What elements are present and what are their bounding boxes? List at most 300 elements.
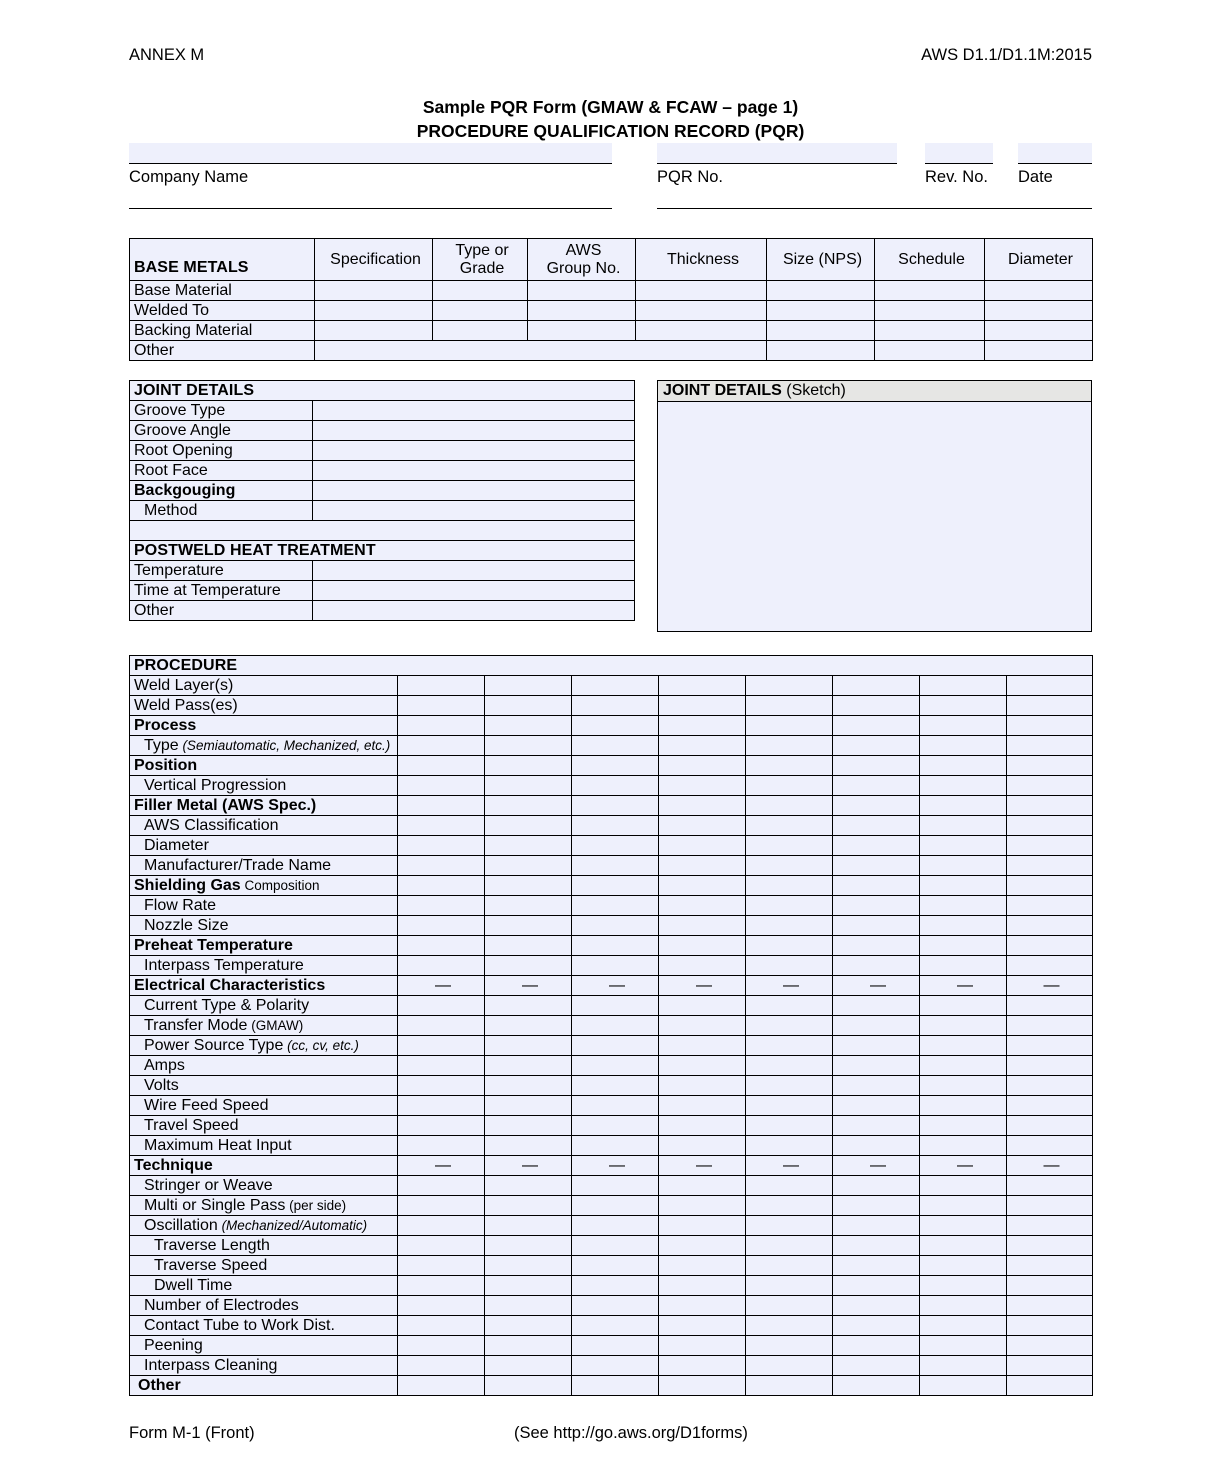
- cell-input[interactable]: [746, 956, 833, 976]
- cell-input[interactable]: [920, 696, 1007, 716]
- cell-input[interactable]: [833, 1096, 920, 1116]
- cell-input[interactable]: [659, 936, 746, 956]
- cell-input-groove-angle[interactable]: [313, 421, 635, 441]
- cell-input[interactable]: [920, 1336, 1007, 1356]
- cell-input[interactable]: [1007, 1036, 1093, 1056]
- cell-input[interactable]: [659, 1116, 746, 1136]
- cell-input[interactable]: [659, 1356, 746, 1376]
- cell-input[interactable]: [485, 756, 572, 776]
- cell-input[interactable]: [398, 836, 485, 856]
- cell-input[interactable]: [746, 896, 833, 916]
- cell-input[interactable]: [398, 1296, 485, 1316]
- cell-input[interactable]: [920, 1136, 1007, 1156]
- cell-input[interactable]: [485, 776, 572, 796]
- cell-input[interactable]: [833, 1016, 920, 1036]
- cell-input-root-face[interactable]: [313, 461, 635, 481]
- cell-input[interactable]: [433, 281, 528, 301]
- cell-input[interactable]: [833, 876, 920, 896]
- cell-input[interactable]: [528, 321, 636, 341]
- cell-input[interactable]: [1007, 816, 1093, 836]
- cell-input[interactable]: [398, 816, 485, 836]
- cell-input[interactable]: [746, 1356, 833, 1376]
- cell-input[interactable]: [398, 1236, 485, 1256]
- cell-input[interactable]: [659, 1376, 746, 1396]
- cell-input[interactable]: [485, 1176, 572, 1196]
- cell-input[interactable]: [746, 856, 833, 876]
- cell-input[interactable]: [485, 916, 572, 936]
- cell-input[interactable]: [1007, 1296, 1093, 1316]
- cell-input[interactable]: [572, 816, 659, 836]
- cell-input[interactable]: [572, 1356, 659, 1376]
- cell-input[interactable]: [659, 1196, 746, 1216]
- cell-input[interactable]: [572, 736, 659, 756]
- cell-input[interactable]: [659, 856, 746, 876]
- cell-input[interactable]: [659, 1276, 746, 1296]
- cell-input[interactable]: [746, 1016, 833, 1036]
- cell-input[interactable]: [746, 936, 833, 956]
- cell-input[interactable]: [398, 676, 485, 696]
- cell-input[interactable]: [767, 301, 875, 321]
- cell-input[interactable]: [398, 1176, 485, 1196]
- cell-input[interactable]: [920, 1316, 1007, 1336]
- cell-input[interactable]: [746, 1316, 833, 1336]
- cell-input[interactable]: [920, 1176, 1007, 1196]
- cell-input[interactable]: [315, 321, 433, 341]
- cell-input[interactable]: [746, 1176, 833, 1196]
- cell-input[interactable]: [659, 836, 746, 856]
- cell-input[interactable]: [528, 301, 636, 321]
- cell-input[interactable]: [746, 836, 833, 856]
- date-input[interactable]: [1018, 143, 1092, 164]
- cell-input[interactable]: [1007, 896, 1093, 916]
- cell-input[interactable]: [833, 1196, 920, 1216]
- cell-input[interactable]: [1007, 916, 1093, 936]
- cell-input-root-opening[interactable]: [313, 441, 635, 461]
- cell-input[interactable]: [398, 996, 485, 1016]
- cell-input[interactable]: [315, 281, 433, 301]
- cell-input[interactable]: [572, 696, 659, 716]
- cell-input[interactable]: [485, 736, 572, 756]
- cell-input[interactable]: [572, 856, 659, 876]
- cell-input[interactable]: [659, 896, 746, 916]
- cell-input[interactable]: [659, 716, 746, 736]
- cell-input[interactable]: [833, 996, 920, 1016]
- cell-input[interactable]: [398, 936, 485, 956]
- cell-input[interactable]: [1007, 1376, 1093, 1396]
- cell-input[interactable]: [485, 1236, 572, 1256]
- cell-input[interactable]: [920, 1016, 1007, 1036]
- cell-input[interactable]: [746, 1276, 833, 1296]
- cell-input[interactable]: [572, 1056, 659, 1076]
- cell-input[interactable]: [398, 956, 485, 976]
- cell-input[interactable]: [1007, 1096, 1093, 1116]
- cell-input[interactable]: [572, 756, 659, 776]
- cell-input[interactable]: [572, 716, 659, 736]
- cell-input[interactable]: [833, 836, 920, 856]
- cell-input[interactable]: [920, 796, 1007, 816]
- cell-input[interactable]: [485, 1136, 572, 1156]
- cell-input[interactable]: [636, 281, 767, 301]
- company-name-field[interactable]: [129, 143, 612, 187]
- cell-input[interactable]: [433, 321, 528, 341]
- cell-input[interactable]: [528, 281, 636, 301]
- cell-input[interactable]: [1007, 936, 1093, 956]
- cell-input[interactable]: [920, 1216, 1007, 1236]
- cell-input[interactable]: [485, 796, 572, 816]
- cell-input[interactable]: [659, 736, 746, 756]
- cell-input[interactable]: [398, 1056, 485, 1076]
- cell-input[interactable]: [920, 1276, 1007, 1296]
- cell-input[interactable]: [833, 936, 920, 956]
- cell-input[interactable]: [920, 836, 1007, 856]
- cell-input[interactable]: [659, 796, 746, 816]
- cell-input[interactable]: [398, 916, 485, 936]
- cell-input[interactable]: [485, 876, 572, 896]
- cell-input[interactable]: [1007, 736, 1093, 756]
- cell-input[interactable]: [572, 1196, 659, 1216]
- cell-input[interactable]: [572, 1096, 659, 1116]
- pqr-no-field[interactable]: [657, 143, 897, 187]
- cell-input-time-at-temperature[interactable]: [313, 581, 635, 601]
- cell-input[interactable]: [398, 1216, 485, 1236]
- cell-input[interactable]: [1007, 1316, 1093, 1336]
- cell-input[interactable]: [746, 816, 833, 836]
- cell-input[interactable]: [875, 301, 985, 321]
- cell-input[interactable]: [659, 816, 746, 836]
- cell-input[interactable]: [1007, 1076, 1093, 1096]
- cell-input[interactable]: [833, 776, 920, 796]
- cell-input[interactable]: [833, 1356, 920, 1376]
- cell-input[interactable]: [1007, 1216, 1093, 1236]
- cell-input[interactable]: [485, 1056, 572, 1076]
- rev-no-field[interactable]: [925, 143, 993, 187]
- date-field[interactable]: [1018, 143, 1092, 187]
- cell-input[interactable]: [398, 796, 485, 816]
- cell-input[interactable]: [659, 876, 746, 896]
- cell-input[interactable]: [572, 1216, 659, 1236]
- cell-input[interactable]: [485, 1216, 572, 1236]
- cell-input[interactable]: [746, 776, 833, 796]
- cell-input[interactable]: [833, 696, 920, 716]
- cell-input[interactable]: [1007, 1336, 1093, 1356]
- cell-input[interactable]: [659, 1136, 746, 1156]
- cell-input[interactable]: [920, 876, 1007, 896]
- cell-input[interactable]: [485, 1296, 572, 1316]
- cell-input[interactable]: [398, 736, 485, 756]
- cell-input[interactable]: [920, 1076, 1007, 1096]
- cell-input[interactable]: [746, 1336, 833, 1356]
- cell-input[interactable]: [398, 696, 485, 716]
- cell-input[interactable]: [485, 1196, 572, 1216]
- cell-input[interactable]: [398, 1096, 485, 1116]
- cell-input[interactable]: [572, 796, 659, 816]
- cell-input[interactable]: [485, 1116, 572, 1136]
- cell-input[interactable]: [1007, 1276, 1093, 1296]
- cell-input[interactable]: [1007, 856, 1093, 876]
- cell-input[interactable]: [485, 936, 572, 956]
- cell-input[interactable]: [746, 676, 833, 696]
- cell-input[interactable]: [485, 996, 572, 1016]
- cell-input[interactable]: [746, 1256, 833, 1276]
- cell-input[interactable]: [920, 896, 1007, 916]
- cell-input[interactable]: [746, 1076, 833, 1096]
- cell-input[interactable]: [398, 1036, 485, 1056]
- cell-input[interactable]: [572, 1336, 659, 1356]
- cell-input[interactable]: [920, 916, 1007, 936]
- cell-input[interactable]: [746, 1196, 833, 1216]
- cell-input[interactable]: [920, 1036, 1007, 1056]
- cell-input[interactable]: [659, 1096, 746, 1116]
- cell-input-temperature[interactable]: [313, 561, 635, 581]
- cell-input[interactable]: [833, 1176, 920, 1196]
- cell-input[interactable]: [746, 696, 833, 716]
- cell-input[interactable]: [659, 1056, 746, 1076]
- cell-input[interactable]: [920, 1096, 1007, 1116]
- cell-input[interactable]: [398, 1316, 485, 1336]
- cell-input[interactable]: [572, 936, 659, 956]
- cell-input[interactable]: [572, 1076, 659, 1096]
- cell-input[interactable]: [659, 1336, 746, 1356]
- cell-input[interactable]: [485, 1276, 572, 1296]
- cell-input[interactable]: [833, 856, 920, 876]
- cell-input[interactable]: [659, 1036, 746, 1056]
- cell-input[interactable]: [833, 676, 920, 696]
- cell-input[interactable]: [659, 1316, 746, 1336]
- cell-input[interactable]: [572, 1276, 659, 1296]
- cell-input[interactable]: [833, 736, 920, 756]
- cell-input[interactable]: [920, 1256, 1007, 1276]
- cell-input[interactable]: [433, 301, 528, 321]
- cell-input[interactable]: [485, 1076, 572, 1096]
- cell-input[interactable]: [920, 956, 1007, 976]
- cell-input[interactable]: [398, 1076, 485, 1096]
- cell-input[interactable]: [920, 676, 1007, 696]
- cell-input-other[interactable]: [315, 341, 767, 361]
- cell-input[interactable]: [485, 1016, 572, 1036]
- pqr-no-input[interactable]: [657, 143, 897, 164]
- cell-input[interactable]: [1007, 836, 1093, 856]
- cell-input[interactable]: [746, 1296, 833, 1316]
- cell-input[interactable]: [659, 1236, 746, 1256]
- cell-input[interactable]: [1007, 676, 1093, 696]
- cell-input[interactable]: [485, 1036, 572, 1056]
- cell-input[interactable]: [398, 1356, 485, 1376]
- cell-input[interactable]: [746, 876, 833, 896]
- cell-input[interactable]: [398, 1256, 485, 1276]
- cell-input[interactable]: [398, 756, 485, 776]
- cell-input[interactable]: [572, 1136, 659, 1156]
- cell-input[interactable]: [833, 1116, 920, 1136]
- cell-input[interactable]: [398, 716, 485, 736]
- cell-input[interactable]: [485, 1356, 572, 1376]
- rev-no-input[interactable]: [925, 143, 993, 164]
- cell-input[interactable]: [746, 716, 833, 736]
- cell-input[interactable]: [398, 876, 485, 896]
- cell-input[interactable]: [746, 756, 833, 776]
- cell-input[interactable]: [485, 856, 572, 876]
- cell-input[interactable]: [1007, 1176, 1093, 1196]
- cell-input[interactable]: [659, 996, 746, 1016]
- cell-input[interactable]: [572, 1036, 659, 1056]
- cell-input[interactable]: [1007, 1136, 1093, 1156]
- cell-input[interactable]: [1007, 716, 1093, 736]
- cell-input[interactable]: [485, 716, 572, 736]
- cell-input[interactable]: [659, 1176, 746, 1196]
- cell-input[interactable]: [746, 736, 833, 756]
- cell-input[interactable]: [572, 1176, 659, 1196]
- cell-input[interactable]: [920, 816, 1007, 836]
- cell-input[interactable]: [1007, 696, 1093, 716]
- cell-input[interactable]: [398, 1196, 485, 1216]
- cell-input[interactable]: [398, 1136, 485, 1156]
- cell-input[interactable]: [833, 1036, 920, 1056]
- cell-input-postweld-other[interactable]: [313, 601, 635, 621]
- cell-input[interactable]: [746, 1376, 833, 1396]
- cell-input[interactable]: [659, 1256, 746, 1276]
- cell-input[interactable]: [398, 1276, 485, 1296]
- cell-input[interactable]: [1007, 996, 1093, 1016]
- cell-input[interactable]: [485, 896, 572, 916]
- cell-input[interactable]: [746, 1096, 833, 1116]
- cell-input[interactable]: [920, 1376, 1007, 1396]
- cell-input[interactable]: [398, 1016, 485, 1036]
- cell-input[interactable]: [485, 816, 572, 836]
- cell-input[interactable]: [920, 936, 1007, 956]
- cell-input[interactable]: [746, 996, 833, 1016]
- cell-input[interactable]: [985, 301, 1093, 321]
- cell-input[interactable]: [659, 696, 746, 716]
- cell-input[interactable]: [485, 1376, 572, 1396]
- cell-input-groove-type[interactable]: [313, 401, 635, 421]
- cell-input[interactable]: [659, 916, 746, 936]
- cell-input-backgouging[interactable]: [313, 481, 635, 501]
- cell-input[interactable]: [1007, 876, 1093, 896]
- cell-input[interactable]: [572, 1236, 659, 1256]
- cell-input[interactable]: [485, 1336, 572, 1356]
- cell-input[interactable]: [1007, 776, 1093, 796]
- cell-input[interactable]: [1007, 1256, 1093, 1276]
- cell-input[interactable]: [833, 1216, 920, 1236]
- cell-input[interactable]: [746, 1056, 833, 1076]
- cell-input[interactable]: [1007, 956, 1093, 976]
- cell-input[interactable]: [572, 676, 659, 696]
- cell-input[interactable]: [920, 756, 1007, 776]
- cell-input[interactable]: [985, 281, 1093, 301]
- cell-input[interactable]: [746, 1136, 833, 1156]
- cell-input[interactable]: [746, 1236, 833, 1256]
- cell-input[interactable]: [485, 1316, 572, 1336]
- cell-input[interactable]: [833, 1296, 920, 1316]
- cell-input[interactable]: [398, 896, 485, 916]
- cell-input[interactable]: [746, 796, 833, 816]
- cell-input[interactable]: [1007, 1196, 1093, 1216]
- cell-input[interactable]: [1007, 1016, 1093, 1036]
- cell-input[interactable]: [833, 1056, 920, 1076]
- cell-input[interactable]: [572, 1376, 659, 1396]
- cell-input[interactable]: [833, 716, 920, 736]
- cell-input[interactable]: [572, 956, 659, 976]
- cell-input[interactable]: [659, 756, 746, 776]
- cell-input[interactable]: [572, 776, 659, 796]
- cell-input[interactable]: [659, 676, 746, 696]
- cell-input[interactable]: [398, 856, 485, 876]
- cell-input[interactable]: [746, 1036, 833, 1056]
- cell-input[interactable]: [636, 321, 767, 341]
- cell-input[interactable]: [920, 856, 1007, 876]
- cell-input[interactable]: [636, 301, 767, 321]
- cell-input[interactable]: [1007, 1116, 1093, 1136]
- cell-input[interactable]: [659, 776, 746, 796]
- cell-input[interactable]: [920, 996, 1007, 1016]
- cell-input[interactable]: [572, 1316, 659, 1336]
- cell-input[interactable]: [659, 1216, 746, 1236]
- cell-input[interactable]: [920, 716, 1007, 736]
- cell-input[interactable]: [833, 1136, 920, 1156]
- cell-input[interactable]: [572, 1256, 659, 1276]
- cell-input[interactable]: [1007, 1356, 1093, 1376]
- cell-input[interactable]: [746, 1116, 833, 1136]
- cell-input[interactable]: [659, 956, 746, 976]
- cell-input[interactable]: [659, 1016, 746, 1036]
- cell-input[interactable]: [572, 1296, 659, 1316]
- cell-input[interactable]: [485, 1096, 572, 1116]
- cell-input[interactable]: [833, 796, 920, 816]
- cell-input[interactable]: [572, 896, 659, 916]
- cell-input-method[interactable]: [313, 501, 635, 521]
- cell-input[interactable]: [485, 836, 572, 856]
- cell-input[interactable]: [572, 876, 659, 896]
- cell-input[interactable]: [659, 1076, 746, 1096]
- cell-input[interactable]: [875, 281, 985, 301]
- cell-input[interactable]: [833, 1256, 920, 1276]
- cell-input[interactable]: [920, 1236, 1007, 1256]
- cell-input[interactable]: [920, 1116, 1007, 1136]
- cell-input[interactable]: [398, 776, 485, 796]
- cell-input[interactable]: [485, 696, 572, 716]
- cell-input[interactable]: [659, 1296, 746, 1316]
- cell-input[interactable]: [833, 896, 920, 916]
- cell-input[interactable]: [833, 1276, 920, 1296]
- cell-input[interactable]: [485, 1256, 572, 1276]
- cell-input[interactable]: [398, 1376, 485, 1396]
- cell-input[interactable]: [920, 776, 1007, 796]
- cell-input[interactable]: [920, 1056, 1007, 1076]
- cell-input[interactable]: [833, 1316, 920, 1336]
- cell-input[interactable]: [746, 1216, 833, 1236]
- cell-input[interactable]: [833, 1236, 920, 1256]
- cell-input[interactable]: [920, 1196, 1007, 1216]
- cell-input[interactable]: [485, 956, 572, 976]
- cell-input[interactable]: [920, 1356, 1007, 1376]
- cell-input[interactable]: [833, 956, 920, 976]
- cell-input[interactable]: [833, 1336, 920, 1356]
- cell-input[interactable]: [315, 301, 433, 321]
- cell-input[interactable]: [485, 676, 572, 696]
- cell-input[interactable]: [833, 916, 920, 936]
- cell-input[interactable]: [833, 1376, 920, 1396]
- cell-input[interactable]: [572, 1016, 659, 1036]
- cell-input[interactable]: [1007, 1056, 1093, 1076]
- cell-input[interactable]: [920, 1296, 1007, 1316]
- cell-input[interactable]: [833, 816, 920, 836]
- cell-input[interactable]: [572, 916, 659, 936]
- cell-input[interactable]: [833, 1076, 920, 1096]
- cell-input[interactable]: [572, 836, 659, 856]
- cell-input[interactable]: [833, 756, 920, 776]
- company-name-input[interactable]: [129, 143, 612, 164]
- cell-input[interactable]: [767, 281, 875, 301]
- cell-input[interactable]: [1007, 796, 1093, 816]
